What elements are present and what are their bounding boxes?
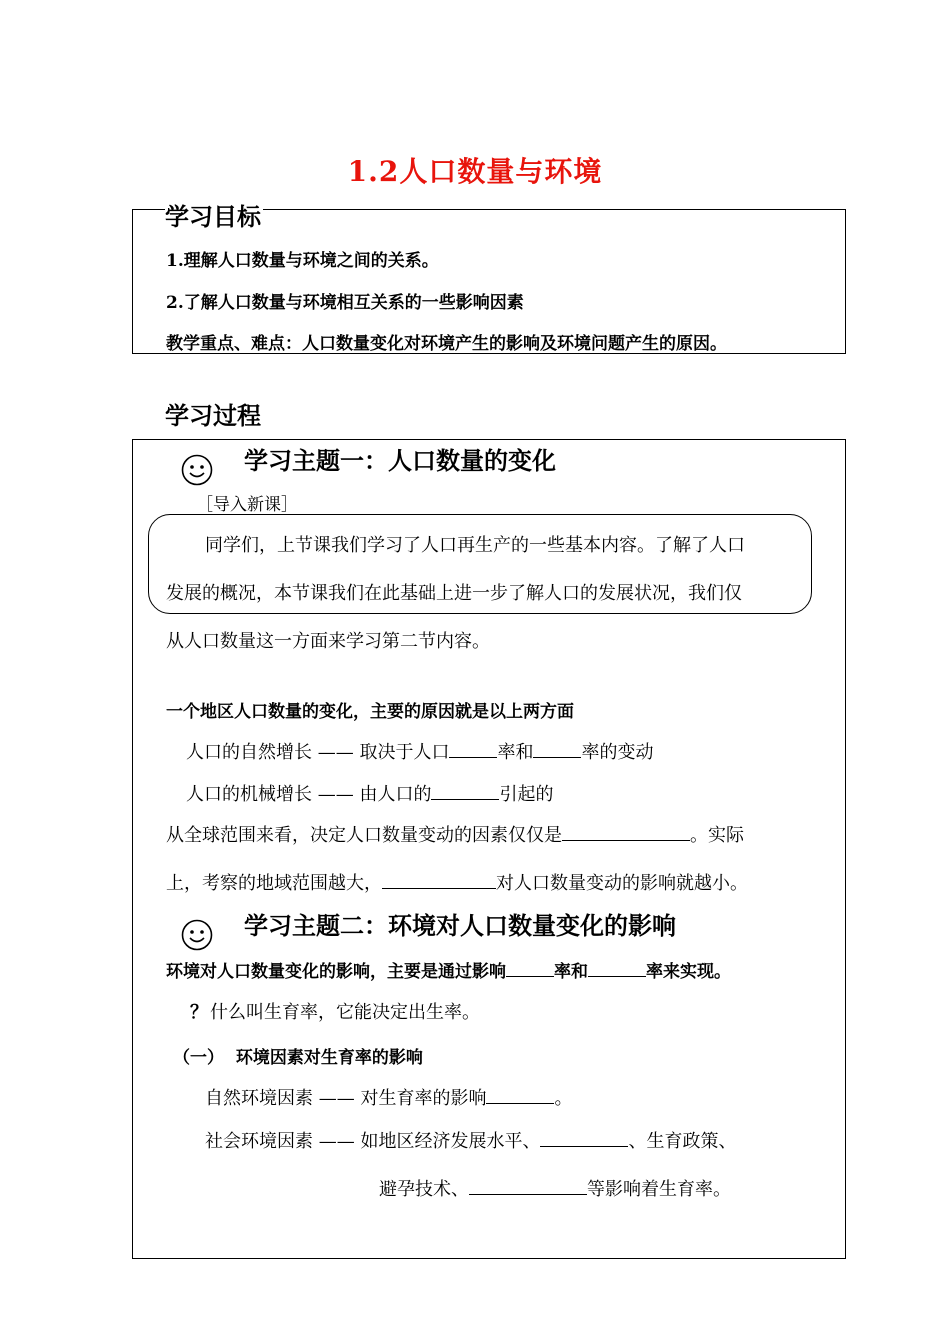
influence-text-a: 环境对人口数量变化的影响，主要是通过影响: [166, 962, 506, 982]
causes-heading: 一个地区人口数量的变化，主要的原因就是以上两方面: [166, 702, 574, 722]
natural-env-text-b: 。: [554, 1088, 573, 1109]
global-factor-blank[interactable]: [562, 824, 690, 841]
influence-blank-2[interactable]: [588, 960, 646, 977]
migration-blank[interactable]: [431, 783, 499, 800]
death-rate-blank[interactable]: [533, 741, 581, 758]
natural-growth-text-c: 率的变动: [581, 742, 654, 763]
global-text-a: 从全球范围来看，决定人口数量变动的因素仅仅是: [166, 825, 562, 846]
objectives-heading: 学习目标: [165, 197, 263, 232]
question-line: [190, 998, 480, 1024]
influence-text-b: 率和: [554, 962, 588, 982]
mechanical-growth-line: [186, 780, 553, 806]
global-text-b: 。实际: [690, 825, 744, 846]
topic1-heading: 学习主题一：人口数量的变化: [244, 446, 556, 475]
objective-item-1: 1.理解人口数量与环境之间的关系。: [166, 251, 439, 271]
process-heading: 学习过程: [165, 401, 261, 430]
smiley-icon: [181, 454, 213, 486]
section-1-heading: （一） 环境因素对生育率的影响: [173, 1048, 423, 1068]
influence-text-c: 率来实现。: [646, 962, 731, 982]
key-points: 教学重点、难点：人口数量变化对环境产生的影响及环境问题产生的原因。: [166, 334, 727, 354]
global2-text-a: 上，考察的地域范围越大，: [166, 873, 382, 894]
social2-text-b: 等影响着生育率。: [587, 1179, 731, 1200]
objective-item-2: 2.了解人口数量与环境相互关系的一些影响因素: [166, 293, 524, 313]
influence-line: [166, 957, 731, 982]
birth-rate-blank[interactable]: [449, 741, 497, 758]
intro-line-2: 发展的概况，本节课我们在此基础上进一步了解人口的发展状况，我们仅: [166, 583, 742, 604]
natural-env-line: [205, 1084, 572, 1110]
social-env-line: [205, 1127, 736, 1153]
question-text: 什么叫生育率，它能决定出生率。: [210, 1002, 480, 1023]
global2-text-b: 对人口数量变动的影响就越小。: [496, 873, 748, 894]
topic2-heading: 学习主题二：环境对人口数量变化的影响: [244, 911, 676, 940]
contraception-blank[interactable]: [469, 1178, 587, 1195]
page-title: 1.2人口数量与环境: [347, 155, 603, 188]
intro-line-1: 同学们，上节课我们学习了人口再生产的一些基本内容。了解了人口: [205, 535, 745, 556]
natural-growth-line: [186, 738, 653, 764]
influence-blank-1[interactable]: [506, 960, 554, 977]
social-env-line-2: [379, 1175, 731, 1201]
smiley-icon: [181, 919, 213, 951]
social-env-blank[interactable]: [540, 1130, 628, 1147]
intro-line-3: 从人口数量这一方面来学习第二节内容。: [166, 631, 490, 652]
social-env-text-a: 社会环境因素 —— 如地区经济发展水平、: [205, 1131, 541, 1152]
question-mark-icon: ？: [190, 1002, 208, 1023]
natural-growth-text-a: 人口的自然增长 —— 取决于人口: [186, 742, 450, 763]
global-line-2: [166, 869, 748, 895]
mechanical-growth-text-a: 人口的机械增长 —— 由人口的: [186, 784, 432, 805]
region-factor-blank[interactable]: [382, 872, 496, 889]
social-env-text-b: 、生育政策、: [628, 1131, 737, 1152]
natural-env-text-a: 自然环境因素 —— 对生育率的影响: [205, 1088, 487, 1109]
mechanical-growth-text-b: 引起的: [499, 784, 554, 805]
natural-env-blank[interactable]: [486, 1087, 554, 1104]
global-line-1: [166, 821, 744, 847]
natural-growth-text-b: 率和: [497, 742, 534, 763]
intro-label: ［导入新课］: [196, 495, 298, 515]
social2-text-a: 避孕技术、: [379, 1179, 469, 1200]
